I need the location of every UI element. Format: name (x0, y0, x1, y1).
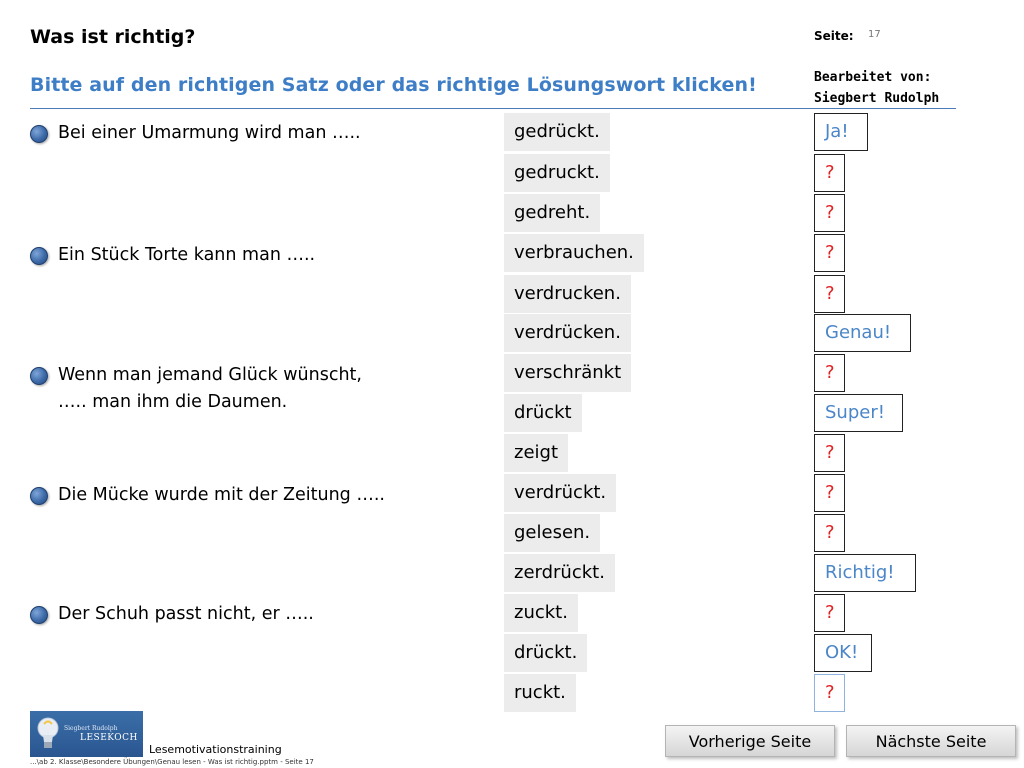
editor-line-2: Siegbert Rudolph (814, 91, 940, 106)
feedback-wrong: ? (814, 434, 845, 472)
bullet-icon (30, 247, 48, 265)
answer-option[interactable]: zuckt. (504, 594, 578, 632)
answer-option[interactable]: ruckt. (504, 674, 576, 712)
bullet-icon (30, 487, 48, 505)
feedback-wrong: ? (814, 474, 845, 512)
question-text: Der Schuh passt nicht, er ….. (58, 604, 314, 624)
lesekoch-logo (30, 711, 143, 757)
feedback-wrong: ? (814, 594, 845, 632)
editor-credit (814, 67, 939, 109)
feedback-wrong: ? (814, 275, 845, 313)
question-text: Wenn man jemand Glück wünscht, ….. man ihm die Daumen. (58, 365, 362, 412)
answer-option[interactable]: verdrückt. (504, 474, 616, 512)
previous-page-button[interactable]: Vorherige Seite (665, 725, 835, 757)
answer-option[interactable]: zeigt (504, 434, 568, 472)
next-page-button[interactable]: Nächste Seite (846, 725, 1016, 757)
bullet-icon (30, 125, 48, 143)
feedback-correct: Richtig! (814, 554, 916, 592)
footer-title: Lesemotivationstraining (149, 743, 282, 756)
question-2 (30, 242, 315, 269)
instruction-subtitle: Bitte auf den richtigen Satz oder das richtige Lösungswort klicken! (30, 74, 757, 96)
answer-option[interactable]: drückt (504, 394, 582, 432)
feedback-wrong: ? (814, 674, 845, 712)
answer-option[interactable]: verschränkt (504, 354, 631, 392)
feedback-correct: Genau! (814, 314, 911, 352)
question-5 (30, 601, 314, 628)
answer-option[interactable]: verdrücken. (504, 314, 631, 352)
feedback-correct: Super! (814, 394, 903, 432)
question-4 (30, 482, 385, 509)
question-text: Ein Stück Torte kann man ….. (58, 245, 316, 265)
feedback-correct: Ja! (814, 113, 868, 151)
editor-line-1: Bearbeitet von: (814, 70, 932, 85)
bullet-icon (30, 606, 48, 624)
question-1 (30, 120, 361, 147)
page-title: Was ist richtig? (30, 26, 196, 48)
feedback-wrong: ? (814, 234, 845, 272)
lightbulb-icon (34, 715, 62, 753)
bullet-icon (30, 367, 48, 385)
answer-option[interactable]: gelesen. (504, 514, 600, 552)
answer-option[interactable]: gedruckt. (504, 154, 610, 192)
question-text: Die Mücke wurde mit der Zeitung ….. (58, 485, 385, 505)
feedback-wrong: ? (814, 194, 845, 232)
page-label: Seite: (814, 29, 854, 43)
answer-option[interactable]: zerdrückt. (504, 554, 615, 592)
answer-option[interactable]: verbrauchen. (504, 234, 644, 272)
question-text: Bei einer Umarmung wird man ….. (58, 123, 361, 143)
feedback-wrong: ? (814, 354, 845, 392)
question-3 (30, 362, 362, 416)
feedback-wrong: ? (814, 514, 845, 552)
page-number: 17 (868, 29, 881, 40)
feedback-correct: OK! (814, 634, 872, 672)
answer-option[interactable]: verdrucken. (504, 275, 631, 313)
answer-option[interactable]: gedreht. (504, 194, 600, 232)
footer-file-path: ...\ab 2. Klasse\Besondere Übungen\Genau lesen - Was ist richtig.pptm - Seite 17 (30, 758, 314, 766)
feedback-wrong: ? (814, 154, 845, 192)
header-divider (30, 108, 956, 109)
answer-option[interactable]: gedrückt. (504, 113, 610, 151)
logo-wordmark: LESEKOCH (80, 733, 138, 743)
logo-author: Siegbert Rudolph (64, 725, 118, 732)
answer-option[interactable]: drückt. (504, 634, 587, 672)
